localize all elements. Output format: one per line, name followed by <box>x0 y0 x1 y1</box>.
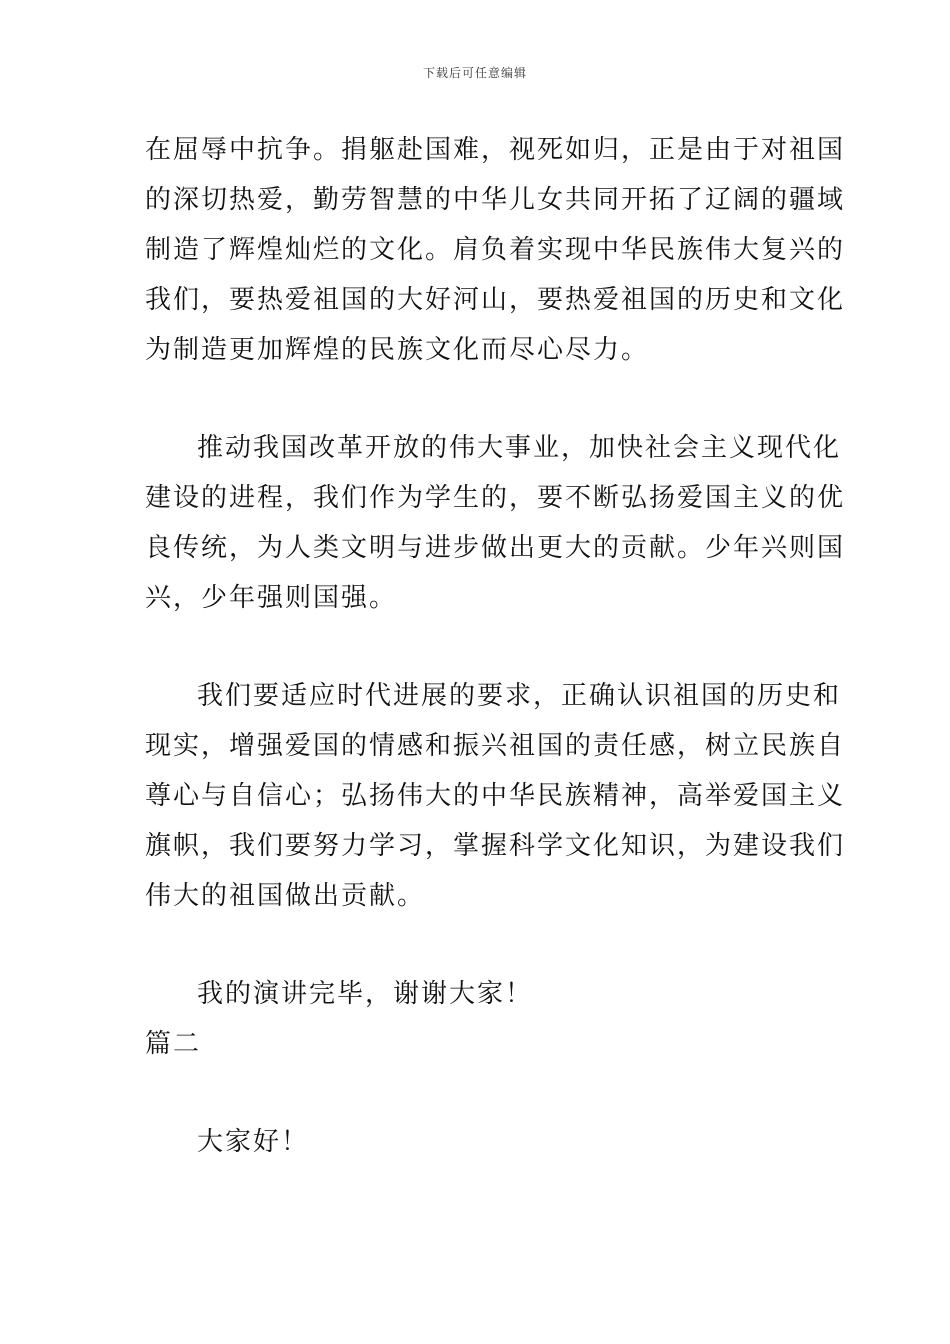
closing-line: 我的演讲完毕，谢谢大家！ <box>197 979 534 1009</box>
paragraph-3-line-5: 伟大的祖国做出贡献。 <box>145 881 426 911</box>
paragraph-1-line-3: 制造了辉煌灿烂的文化。肩负着实现中华民族伟大复兴的 <box>145 235 846 265</box>
paragraph-1-line-4: 我们，要热爱祖国的大好河山，要热爱祖国的历史和文化 <box>145 285 846 315</box>
paragraph-2-line-4: 兴，少年强则国强。 <box>145 583 398 613</box>
paragraph-2-line-3: 良传统，为人类文明与进步做出更大的贡献。少年兴则国 <box>145 533 846 563</box>
paragraph-1-line-1: 在屈辱中抗争。捐躯赴国难，视死如归，正是由于对祖国 <box>145 135 846 165</box>
section-title: 篇二 <box>145 1029 202 1059</box>
paragraph-3-line-3: 尊心与自信心；弘扬伟大的中华民族精神，高举爱国主义 <box>145 781 846 811</box>
paragraph-2-line-1: 推动我国改革开放的伟大事业，加快社会主义现代化 <box>197 433 842 463</box>
greeting-line: 大家好！ <box>197 1127 310 1157</box>
page-header: 下载后可任意编辑 <box>422 66 527 80</box>
paragraph-1-line-2: 的深切热爱，勤劳智慧的中华儿女共同开拓了辽阔的疆域 <box>145 185 846 215</box>
paragraph-1-line-5: 为制造更加辉煌的民族文化而尽心尽力。 <box>145 335 650 365</box>
paragraph-3-line-2: 现实，增强爱国的情感和振兴祖国的责任感，树立民族自 <box>145 731 846 761</box>
paragraph-2-line-2: 建设的进程，我们作为学生的，要不断弘扬爱国主义的优 <box>145 483 846 513</box>
paragraph-3-line-4: 旗帜，我们要努力学习，掌握科学文化知识，为建设我们 <box>145 831 846 861</box>
paragraph-3-line-1: 我们要适应时代进展的要求，正确认识祖国的历史和 <box>197 681 842 711</box>
